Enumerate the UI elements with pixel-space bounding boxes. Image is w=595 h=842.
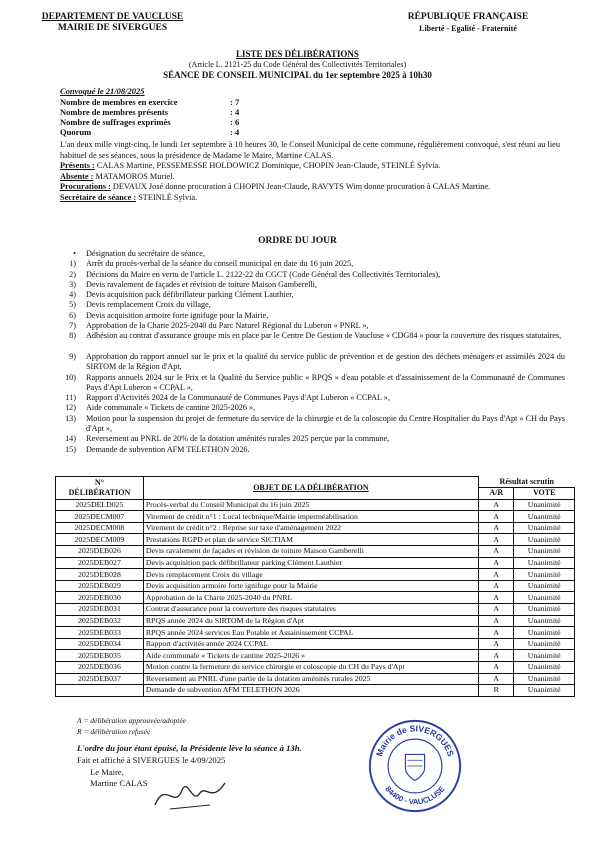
agenda-num: 14) [65,434,76,444]
agenda-text: Décisions du Maire en vertu de l'article L. 2122-22 du CGCT (Code Général des Collectivités Territoriales), [86,269,441,279]
row-object: Devis remplacement Croix du village [143,569,478,581]
procurations-value: DEVAUX José donne procuration à CHOPIN Jean-Claude, RAVYTS Wim donne procuration à CALAS Martine. [112,182,491,192]
absente-value: MATAMOROS Muriel. [95,171,175,181]
agenda-text: Désignation du secrétaire de séance, [86,249,205,258]
legend-refused: R = délibération refusée [77,727,151,736]
row-object: Rapport d'activités année 2024 CCPAL [143,638,478,650]
deliberations-table [55,476,575,697]
intro-text: L'an deux mille vingt-cinq, le lundi 1er septembre à 10 heures 30, le Conseil Municipal de cette commune, régulièrement convoqué, s'est réuni au lieu habituel de ses séances, sous la présidence de Madame le Maire, Martine CALAS. [60,140,560,160]
affixed-line: Fait et affiché à SIVERGUES le 4/09/2025 [77,755,226,765]
absente-label: Absente : [60,171,94,181]
agenda-num: 2) [69,269,76,279]
table-row [56,546,575,558]
closing-statement: L'ordre du jour étant épuisé, la Présidente lève la séance à 13h. [77,743,302,753]
col-num-line1: N° [94,477,104,487]
agenda-title: ORDRE DU JOUR [258,236,337,246]
mayor-title: Le Maire, [90,767,124,777]
agenda-text: Devis acquisition pack défibrillateur parking Clément Lauthier, [86,290,294,300]
department-header [40,12,185,34]
agenda-item [60,352,565,373]
stat-row [60,127,260,137]
agenda-item [60,403,565,413]
row-vote: Unanimité [514,546,575,558]
stat-label: Quorum [60,127,92,137]
mayor-name: Martine CALAS [90,778,148,788]
row-object: Motion contre la fermeture du service chirurgie et coloscopie du CH du Pays d'Apt [143,662,478,674]
page-subtitle: (Article L. 2121-25 du Code Général des Collectivités Territoriales) [188,60,407,69]
secretaire-value: STEINLÉ Sylvia. [138,192,198,202]
row-object: Aide communale « Tickets de cantine 2025-2026 » [143,650,478,662]
secretaire-line [60,193,560,204]
row-ar: A [479,569,514,581]
row-object: Devis ravalement de façades et révision de toiture Maison Gamberelli [143,546,478,558]
agenda-num: 9) [69,351,76,361]
agenda-num: 8) [69,331,76,341]
procurations-line [60,182,560,193]
stat-row [60,117,260,127]
row-number: 2025DEB033 [56,627,144,639]
row-number: 2025DEB030 [56,592,144,604]
row-ar: A [479,662,514,674]
agenda-text: Approbation du rapport annuel sur le prix et la qualité du service public de prévention et de gestion des déchets ménagers et assimilés 2024 du SIRTOM de la Région d'Apt, [86,351,565,372]
row-ar: A [479,534,514,546]
row-vote: Unanimité [514,511,575,523]
row-vote: Unanimité [514,569,575,581]
row-ar: A [479,615,514,627]
table-row [56,592,575,604]
row-vote: Unanimité [514,638,575,650]
col-result-header: Résultat scrutin [479,477,575,488]
row-vote: Unanimité [514,534,575,546]
row-ar: A [479,650,514,662]
agenda-num: 4) [69,290,76,300]
table-row [56,650,575,662]
col-vote-header: VOTE [514,488,575,500]
agenda-list [60,249,565,455]
agenda-num: 10) [65,372,76,382]
stat-value: : 6 [230,117,240,127]
seal-top-text: Mairie de SIVERGUES [373,723,457,758]
row-object: Prestations RGPD et plan de service SICTIAM [143,534,478,546]
agenda-item [60,259,565,269]
row-number: 2025DEB035 [56,650,144,662]
row-number: 2025DELD025 [56,499,144,511]
presents-label: Présents : [60,161,95,171]
mayor-signature [150,775,230,815]
agenda-item [60,434,565,444]
row-object: RPQS année 2024 services Eau Potable et Assainissement CCPAL [143,627,478,639]
table-row [56,580,575,592]
row-ar: A [479,499,514,511]
col-num-header [56,477,144,500]
table-row [56,511,575,523]
republic-name: RÉPUBLIQUE FRANÇAISE [407,12,529,22]
agenda-num: 6) [69,310,76,320]
agenda-item [60,393,565,403]
session-title: SÉANCE DE CONSEIL MUNICIPAL du 1er septembre 2025 à 10h30 [163,70,432,80]
table-row [56,569,575,581]
agenda-num: 11) [65,393,76,403]
table-row [56,615,575,627]
table-row [56,685,575,697]
row-object: Reversement au PNRL d'une partie de la dotation aménités rurales 2025 [143,673,478,685]
stat-row [60,107,260,117]
row-object: Procès-verbal du Conseil Municipal du 16 juin 2025 [143,499,478,511]
row-object: Contrat d'assurance pour la couverture des risques statutaires [143,604,478,616]
agenda-item [60,270,565,280]
row-vote: Unanimité [514,499,575,511]
row-vote: Unanimité [514,662,575,674]
stat-label: Nombre de membres présents [60,107,169,117]
row-vote: Unanimité [514,522,575,534]
stat-row [60,97,260,107]
agenda-text: Devis remplacement Croix du village, [86,300,211,310]
row-number: 2025DEB029 [56,580,144,592]
legend-approved: A = délibération approuvée/adoptée [77,716,186,725]
agenda-text: Adhésion au contrat d'assurance groupe mis en place par le Centre De Gestion de Vaucluse « CDG84 » pour la couverture des risques statutaires, [86,331,562,341]
agenda-item [60,249,565,259]
row-number: 2025DECM008 [56,522,144,534]
page-title: LISTE DES DÉLIBÉRATIONS [236,49,359,59]
agenda-num: 5) [69,300,76,310]
row-number: 2025DECM009 [56,534,144,546]
stat-label: Nombre de membres en exercice [60,97,178,107]
row-vote: Unanimité [514,557,575,569]
presents-line [60,161,560,172]
row-vote: Unanimité [514,615,575,627]
agenda-text: Aide communale « Tickets de cantine 2025-2026 », [86,403,256,413]
table-row [56,499,575,511]
row-object: Virement de crédit n°1 : Local technique/Mairie imperméabilisation [143,511,478,523]
agenda-item [60,445,565,455]
agenda-text: Arrêt du procès-verbal de la séance du conseil municipal en date du 16 juin 2025, [86,259,354,269]
row-number: 2025DEB032 [56,615,144,627]
absente-line [60,172,560,183]
convened-date: Convoqué le 21/08/2025 [60,86,145,96]
row-number: 2025DEB037 [56,673,144,685]
stat-label: Nombre de suffrages exprimés [60,117,171,127]
table-row [56,673,575,685]
col-ar-header: A/R [479,488,514,500]
department-name: DEPARTEMENT DE VAUCLUSE [41,12,184,22]
agenda-num: 15) [65,444,76,454]
agenda-item [60,280,565,290]
table-row [56,604,575,616]
row-number: 2025DEB027 [56,557,144,569]
row-vote: Unanimité [514,685,575,697]
row-ar: A [479,592,514,604]
agenda-item [60,321,565,331]
agenda-text: Demande de subvention AFM TELETHON 2026. [86,444,250,454]
row-number [56,685,144,697]
row-ar: A [479,511,514,523]
republic-header [388,12,548,34]
agenda-num: 1) [69,259,76,269]
agenda-text: Rapports annuels 2024 sur le Prix et la Qualité du Service public « RPQS » d'eau potable et d'assainissement de la Communauté de Communes Pays d'Apt Luberon « CCPAL », [86,372,565,392]
row-ar: A [479,522,514,534]
republic-motto: Liberté - Egalité - Fraternité [419,24,517,33]
row-vote: Unanimité [514,650,575,662]
table-row [56,534,575,546]
row-vote: Unanimité [514,604,575,616]
table-row [56,522,575,534]
agenda-item [60,300,565,310]
table-row [56,557,575,569]
seal-bottom-text: 84400 - VAUCLUSE [383,784,447,807]
agenda-num: 12) [65,403,76,413]
agenda-item [60,290,565,300]
row-object: Virement de crédit n°2 : Reprise sur taxe d'aménagement 2022 [143,522,478,534]
agenda-item [60,414,565,435]
row-ar: A [479,546,514,558]
row-number: 2025DECM007 [56,511,144,523]
procurations-label: Procurations : [60,182,111,192]
agenda-text: Devis ravalement de façades et révision de toiture Maison Gamberelli, [86,279,317,289]
stat-value: : 4 [230,107,240,117]
secretaire-label: Secrétaire de séance : [60,192,137,202]
stat-value: : 7 [230,97,240,107]
agenda-text: Motion pour la suspension du projet de fermeture du service de la chirurgie et de la coloscopie du Centre Hospitalier du Pays d'Apt « CH du Pays d'Apt », [86,413,565,434]
row-number: 2025DEB031 [56,604,144,616]
agenda-num: 3) [69,279,76,289]
intro-paragraph [60,140,560,204]
agenda-num: 7) [69,321,76,331]
row-ar: A [479,627,514,639]
mairie-name: MAIRIE DE SIVERGUES [57,23,168,33]
row-ar: A [479,673,514,685]
row-object: Devis acquisition armoire forte ignifuge pour la Mairie [143,580,478,592]
agenda-item [60,373,565,394]
agenda-text: Reversement au PNRL de 20% de la dotation aménités rurales 2025 perçue par la commune, [86,434,390,444]
row-vote: Unanimité [514,673,575,685]
row-object: Devis acquisition pack défibrillateur parking Clément Lauthier [143,557,478,569]
row-number: 2025DEB034 [56,638,144,650]
mairie-seal [367,718,463,814]
row-ar: A [479,604,514,616]
row-ar: A [479,638,514,650]
col-obj-header: OBJET DE LA DÉLIBÉRATION [143,477,478,500]
table-header-row [56,477,575,488]
stats-block [60,97,260,137]
col-num-line2: DÉLIBÉRATION [68,487,131,497]
presents-value: CALAS Martine, PESSEMESSE HOLDOWICZ Dominique, CHOPIN Jean-Claude, STEINLÉ Sylvia. [96,161,441,171]
agenda-item [60,311,565,321]
row-ar: A [479,580,514,592]
row-vote: Unanimité [514,580,575,592]
table-row [56,627,575,639]
agenda-num: • [73,249,76,258]
row-number: 2025DEB028 [56,569,144,581]
row-ar: A [479,557,514,569]
row-ar: R [479,685,514,697]
table-row [56,662,575,674]
agenda-num: 13) [65,413,76,423]
row-vote: Unanimité [514,592,575,604]
agenda-text: Rapport d'Activités 2024 de la Communauté de Communes Pays d'Apt Luberon « CCPAL », [86,393,390,403]
row-number: 2025DEB026 [56,546,144,558]
table-row [56,638,575,650]
row-vote: Unanimité [514,627,575,639]
agenda-text: Devis acquisition armoire forte ignifuge pour la Mairie, [86,310,269,320]
agenda-item [60,331,565,352]
row-object: Demande de subvention AFM TELETHON 2026 [143,685,478,697]
stat-value: : 4 [230,127,240,137]
row-number: 2025DEB036 [56,662,144,674]
row-object: Approbation de la Charte 2025-2040 du PNRL [143,592,478,604]
agenda-text: Approbation de la Charte 2025-2040 du Parc Naturel Régional du Luberon « PNRL », [86,321,369,331]
row-object: RPQS année 2024 du SIRTOM de la Région d'Apt [143,615,478,627]
